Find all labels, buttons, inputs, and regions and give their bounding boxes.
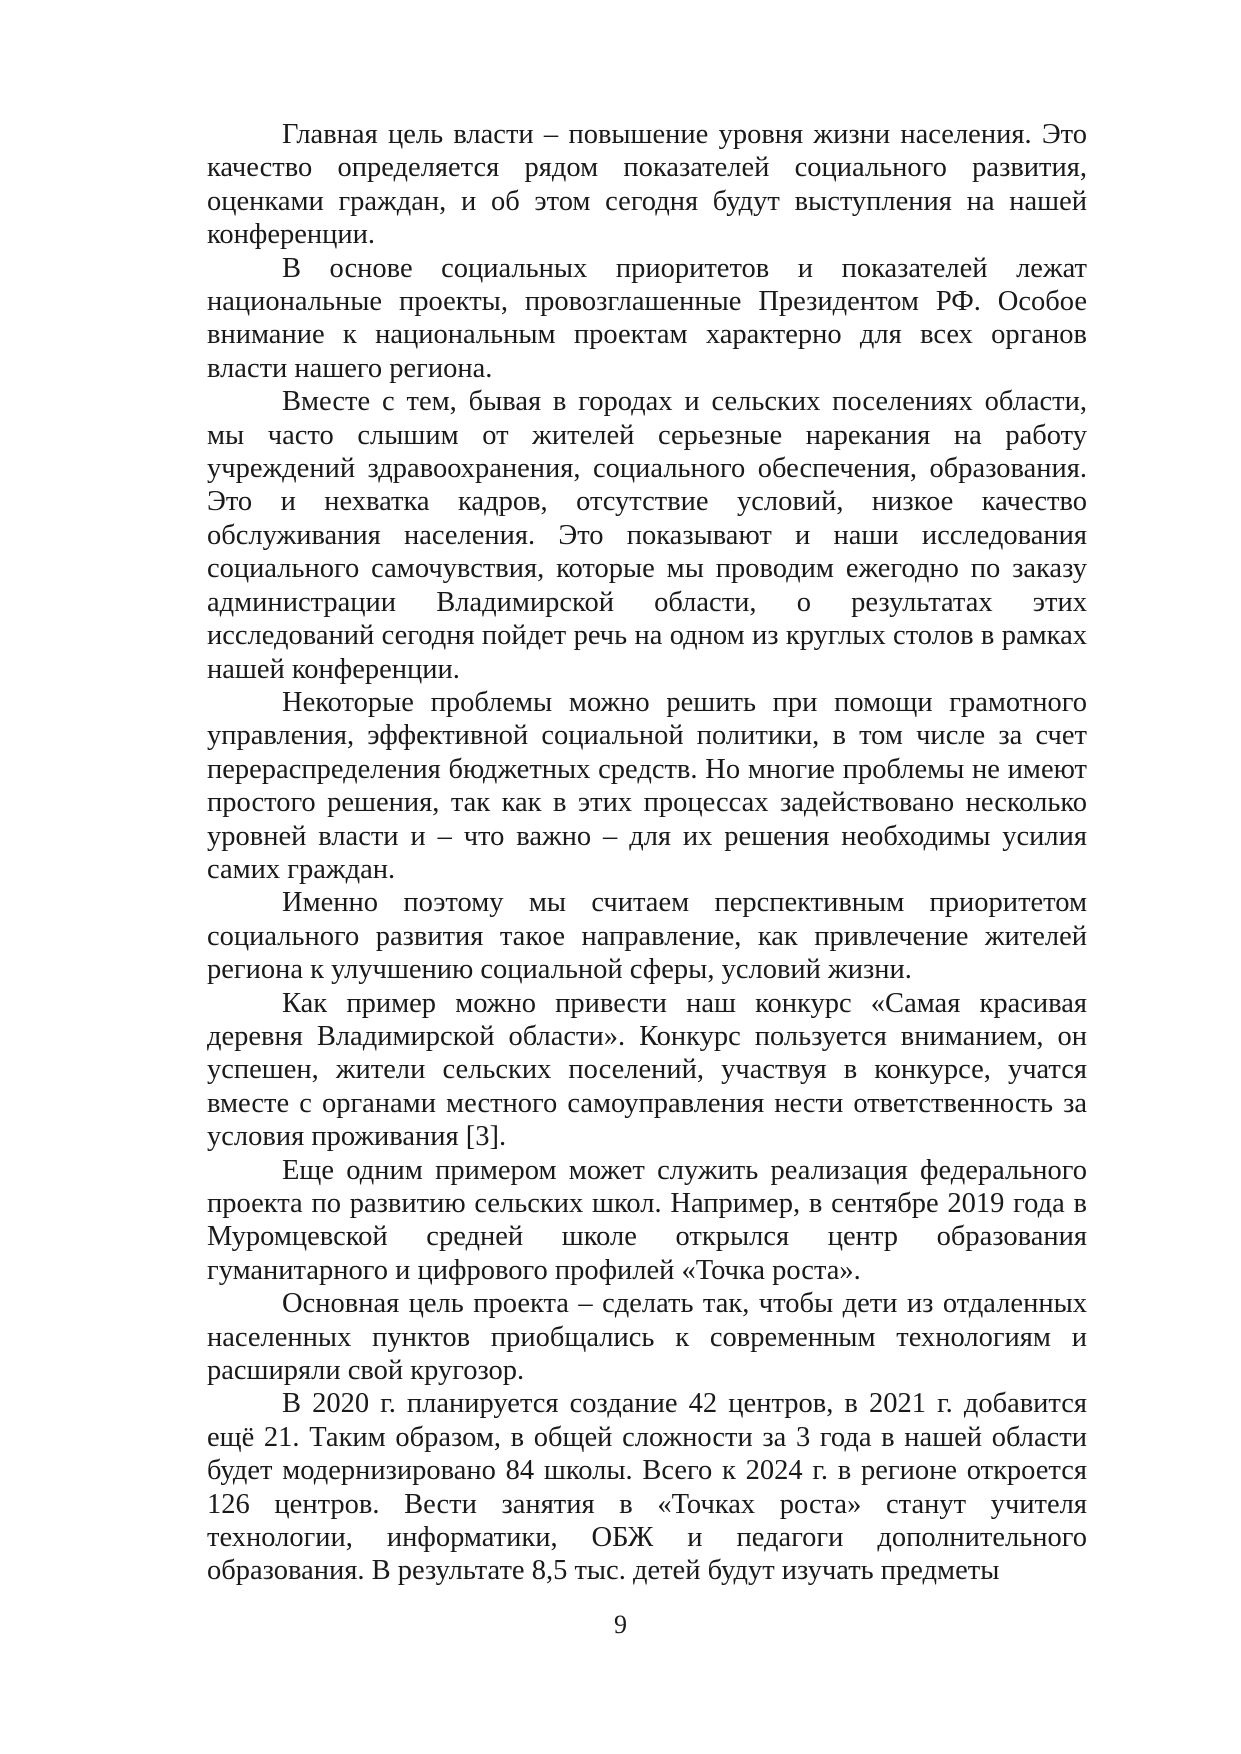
page-number: 9 — [614, 1610, 627, 1639]
paragraph-8: Основная цель проекта – сделать так, чтобы дети из отдаленных населенных пунктов приобщались к современным технологиям и расширяли свой кругозор. — [207, 1288, 1087, 1387]
paragraph-5: Именно поэтому мы считаем перспективным приоритетом социального развития такое направление, как привлечение жителей региона к улучшению социальной сферы, условий жизни. — [207, 887, 1087, 986]
paragraph-7: Еще одним примером может служить реализация федерального проекта по развитию сельских школ. Например, в сентябре 2019 года в Муромцевской средней школе открылся центр образования гуманитарного и цифрового профилей «Точка роста». — [207, 1154, 1087, 1286]
paragraph-4: Некоторые проблемы можно решить при помощи грамотного управления, эффективной социальной политики, в том числе за счет перераспределения бюджетных средств. Но многие проблемы не имеют простого решения, так как в этих процессах задействовано несколько уровней власти и – что важно – для их решения необходимы усилия самих граждан. — [207, 686, 1087, 885]
paragraph-1: Главная цель власти – повышение уровня жизни населения. Это качество определяется рядом показателей социального развития, оценками граждан, и об этом сегодня будут выступления на нашей конференции. — [207, 119, 1087, 251]
document-body — [207, 118, 1087, 1588]
paragraph-6: Как пример можно привести наш конкурс «Самая красивая деревня Владимирской области». Конкурс пользуется вниманием, он успешен, жители сельских поселений, участвуя в конкурсе, учатся вместе с органами местного самоуправления нести ответственность за условия проживания [3]. — [207, 987, 1087, 1153]
paragraph-2: В основе социальных приоритетов и показателей лежат национальные проекты, провозглашенные Президентом РФ. Особое внимание к национальным проектам характерно для всех органов власти нашего региона. — [207, 252, 1087, 384]
paragraph-3: Вместе с тем, бывая в городах и сельских поселениях области, мы часто слышим от жителей серьезные нарекания на работу учреждений здравоохранения, социального обеспечения, образования. Это и нехватка кадров, отсутствие условий, низкое качество обслуживания населения. Это показывают и наши исследования социального самочувствия, которые мы проводим ежегодно по заказу администрации Владимирской области, о результатах этих исследований сегодня пойдет речь на одном из круглых столов в рамках нашей конференции. — [207, 386, 1087, 685]
paragraph-9: В 2020 г. планируется создание 42 центров, в 2021 г. добавится ещё 21. Таким образом, в общей сложности за 3 года в нашей области будет модернизировано 84 школы. Всего к 2024 г. в регионе откроется 126 центров. Вести занятия в «Точках роста» станут учителя технологии, информатики, ОБЖ и педагоги дополнительного образования. В результате 8,5 тыс. детей будут изучать предметы — [207, 1388, 1087, 1587]
